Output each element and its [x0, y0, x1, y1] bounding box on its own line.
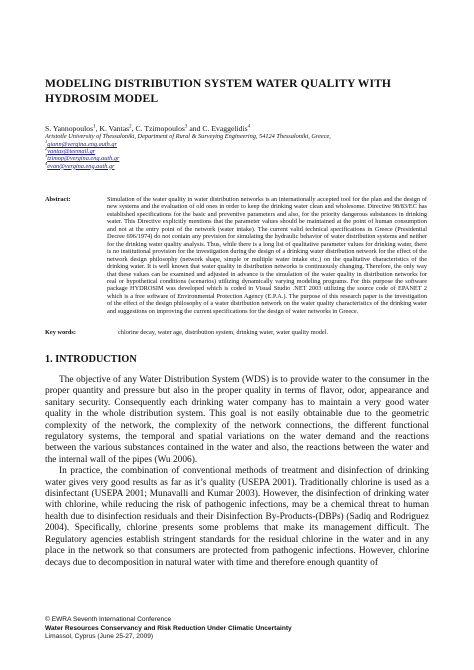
- affiliation: Aristotle University of Thessaloniki, Department of Rural & Surveying Engineering, 54124 Thessaloniki, Greece,: [45, 133, 331, 140]
- author: K. Vantas$^2$,: [99, 124, 136, 133]
- email-link[interactable]: tzimop@vergina.eng.auth.gr: [47, 155, 120, 163]
- paragraph: The objective of any Water Distribution System (WDS) is to provide water to the consumer in the proper quantity and pressure but also in the proper quality in terms of flavor, odor, appearance and sanitary security. Consequently each drinking water company has to maintain a very good water quality in the whole distribution system. This goal is not easily obtainable due to the geometric complexity of the network, the complexity of the network connections, the different functional regulatory systems, the temporal and spatial variations on the water demand and the reactions between the various substances contained in the water and also, the reactions between the water and the internal wall of the pipes (Wu 2006).: [45, 375, 429, 465]
- conference-footer: [45, 616, 292, 642]
- abstract-label: Abstract:: [45, 196, 71, 203]
- email-entry: $^4$evan@vergina.eng.auth.gr: [45, 160, 115, 170]
- introduction-body: [45, 375, 429, 569]
- author: S. Yannopoulos$^1$,: [45, 124, 100, 133]
- author-list: [45, 124, 250, 133]
- footer-conference-title: Water Resources Conservancy and Risk Reduction Under Climatic Uncertainty: [45, 624, 292, 632]
- email-list: [45, 138, 120, 170]
- section-heading: 1. INTRODUCTION: [45, 354, 137, 365]
- paper-title: MODELING DISTRIBUTION SYSTEM WATER QUALITY WITH HYDROSIM MODEL: [45, 77, 392, 105]
- paragraph: In practice, the combination of conventional methods of treatment and disinfection of drinking water gives very good results as far as it’s quality (USEPA 2001). Traditionally chlorine is used as a disinfectant (USEPA 2001; Munavalli and Kumar 2003). However, the disinfection of drinking water with chlorine, while reducing the risk of pathogenic infections, may be a chemical threat to human health due to disinfection residuals and their Disinfection By-Products-(DBPs) (Sadiq and Rodriguez 2004). Specifically, chlorine presents some problems that make its management difficult. The Regulatory agencies establish stringent standards for the residual chlorine in the water and in any place in the network so that consumers are protected from pathogenic infections. However, chlorine decays due to decomposition in natural water with time and therefore enough quantity of: [45, 466, 429, 568]
- author: C. Evaggelidis$^4$: [202, 124, 251, 133]
- footer-location: Limassol, Cyprus (June 25-27, 2009): [45, 633, 154, 641]
- email-link[interactable]: vantas@teemail.gr: [47, 148, 96, 156]
- author: C. Tzimopoulos$^3$ and: [135, 124, 203, 133]
- keywords-label: Key words:: [45, 329, 76, 336]
- abstract-text: Simulation of the water quality in water distribution networks is an internationally accepted tool for the plan and the design of new systems and the evaluation of old ones in order to keep the drinking water clean and wholesome. Directive 98/83/EC has established specifications for the basic and preventive parameters and also, for the priority dangerous substances in drinking water. This Directive explicitly mentions that the parameter values should be maintained at the point of human consumption and not at the entry point of the network (water intake). The current valid technical specifications in Greece (Presidential Decree 696/1974) do not contain any prevision for simulating the hydraulic behavior of water distribution systems and neither for the drinking water quality analysis. Thus, while there is a long list of qualitative parameter values for drinking water, there is no institutional provision for the investigation during the design of a drinking water distribution network for the effect of the network design philosophy (network shape, simple or multiple water intake etc.) on the qualitative characteristics of the drinking water. It is well known that water quality in distribution networks is continuously changing. Therefore, the only way that these values can be examined and adjusted in advance is the simulation of the water quality in distribution networks for real or hypothetical conditions (scenarios) utilizing dynamically varying modeling programs. For this purpose the software package HYDROSIM was developed which is coded in Visual Studio .NET 2003 utilizing the source code of EPANET 2 which is a free software of Environmental Protection Agency (E.P.A.). The purpose of this research paper is the investigation of the effect of the design philosophy of a water distribution network on the water quality characteristics of the drinking water and suggestions on improving the current specifications for the design of water networks in Greece.: [107, 196, 427, 315]
- email-link[interactable]: evan@vergina.eng.auth.gr: [47, 162, 115, 170]
- footer-copyright: © EWRA Seventh International Conference: [45, 616, 172, 623]
- email-entry: $^1$giann@vergina.eng.auth.gr: [45, 138, 117, 148]
- email-entry: $^3$tzimop@vergina.eng.auth.gr: [45, 153, 120, 163]
- email-link[interactable]: giann@vergina.eng.auth.gr: [47, 141, 117, 148]
- email-entry: $^2$vantas@teemail.gr: [45, 146, 96, 156]
- keywords-text: chlorine decay, water age, distribution system, drinking water, water quality model.: [118, 329, 329, 336]
